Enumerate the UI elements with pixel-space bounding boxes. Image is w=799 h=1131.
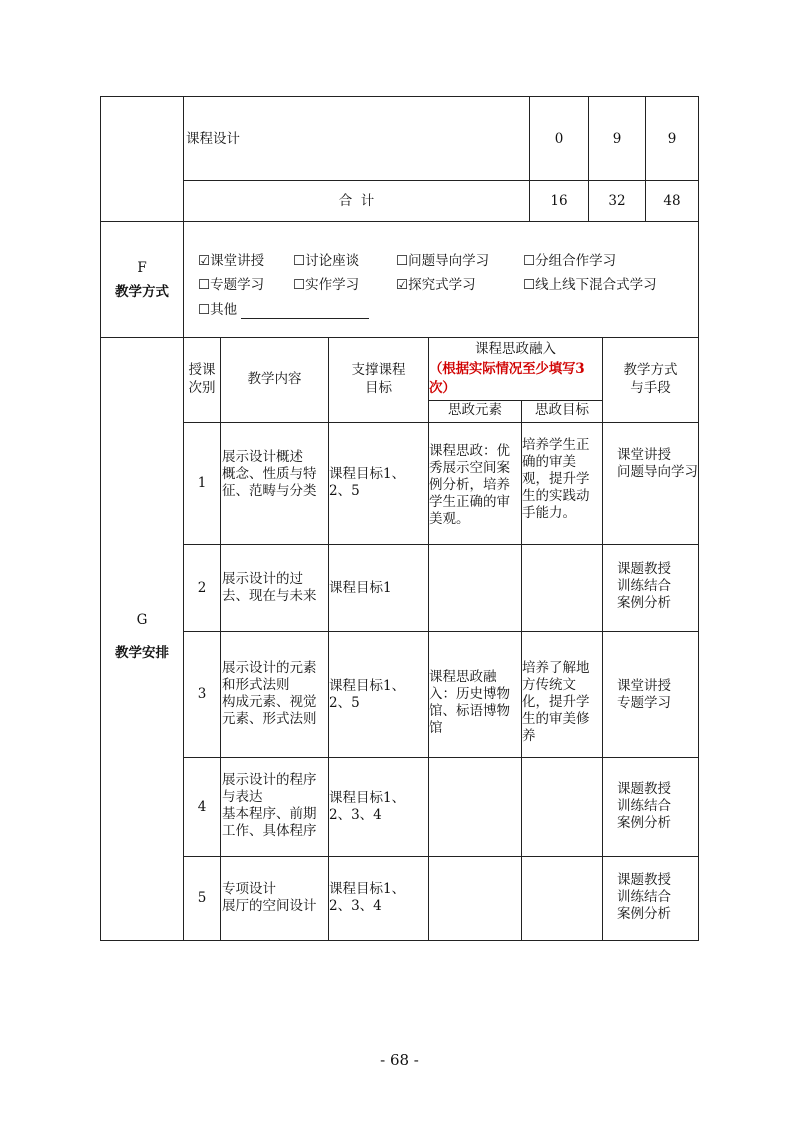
option-label: 探究式学习: [408, 277, 476, 293]
course-design-value-2: 9: [612, 131, 622, 147]
table-border-bottom: [100, 940, 699, 941]
option-label: 讨论座谈: [305, 253, 360, 269]
header-sz-goals: 思政目标: [535, 402, 589, 418]
section-g-title: 教学安排: [115, 645, 169, 661]
page-number: - 68 -: [380, 1051, 419, 1069]
option-topic[interactable]: [198, 277, 264, 294]
row-2-method: 课题教授 训练结合 案例分析: [617, 561, 671, 611]
total-value-1: 16: [550, 193, 568, 209]
option-label: 线上线下混合式学习: [535, 277, 657, 293]
row-2-content: 展示设计的过去、现在与未来: [222, 571, 317, 604]
col-divider: [602, 337, 603, 941]
col-divider: [220, 337, 221, 941]
header-method-line2: 与手段: [630, 380, 671, 396]
checkbox-checked-icon[interactable]: ☑: [396, 277, 409, 293]
table-border-right: [698, 96, 699, 941]
row-divider: [183, 544, 699, 545]
option-label: 问题导向学习: [408, 253, 490, 269]
option-label: 专题学习: [210, 277, 265, 293]
row-4-no: 4: [197, 799, 207, 815]
header-sz-elements: 思政元素: [448, 402, 502, 418]
row-5-no: 5: [197, 890, 207, 906]
header-session-line1: 授课: [188, 362, 216, 378]
row-5-content: 专项设计 展厅的空间设计: [222, 881, 317, 914]
header-target-line1: 支撑课程: [351, 362, 406, 378]
table-border-top: [100, 96, 699, 97]
row-4-target: 课程目标1、2、3、4: [329, 790, 406, 823]
row-divider: [183, 422, 699, 423]
header-sz-title: 课程思政融入: [475, 341, 556, 357]
option-inquiry[interactable]: [396, 277, 476, 294]
row-4-method: 课题教授 训练结合 案例分析: [617, 781, 671, 831]
col-divider: [428, 337, 429, 941]
checkbox-checked-icon[interactable]: ☑: [198, 253, 211, 269]
option-label: 课堂讲授: [210, 253, 265, 269]
header-method-line1: 教学方式: [623, 362, 678, 378]
col-divider: [328, 337, 329, 941]
row-1-content: 展示设计概述 概念、性质与特征、范畴与分类: [222, 449, 317, 499]
option-blended[interactable]: [523, 277, 657, 294]
checkbox-icon[interactable]: ☐: [523, 253, 536, 269]
row-divider: [183, 856, 699, 857]
course-design-value-3: 9: [667, 131, 677, 147]
checkbox-icon[interactable]: ☐: [396, 253, 409, 269]
option-label: 分组合作学习: [535, 253, 617, 269]
checkbox-icon[interactable]: ☐: [198, 302, 211, 318]
header-target-line2: 目标: [365, 380, 392, 396]
section-f-title: 教学方式: [115, 284, 169, 300]
table-border-left: [100, 96, 101, 941]
row-2-no: 2: [197, 580, 207, 596]
row-1-no: 1: [197, 475, 207, 491]
option-problem-based[interactable]: [396, 253, 489, 270]
header-content: 教学内容: [247, 371, 302, 387]
section-f-letter: F: [137, 260, 147, 276]
row-3-goals: 培养了解地方传统文化，提升学生的审美修养: [522, 660, 590, 744]
total-label: 合 计: [338, 193, 375, 209]
row-divider: [183, 631, 699, 632]
header-session-line2: 次别: [188, 380, 216, 396]
option-lecture[interactable]: [198, 253, 264, 270]
section-g-letter: G: [136, 612, 148, 628]
course-design-value-1: 0: [554, 131, 564, 147]
row-2-target: 课程目标1: [329, 580, 392, 596]
row-3-target: 课程目标1、2、5: [329, 678, 406, 711]
row-1-target: 课程目标1、2、5: [329, 466, 406, 499]
section-divider-f: [100, 221, 699, 222]
row-1-method: 课堂讲授 问题导向学习: [617, 447, 698, 480]
checkbox-icon[interactable]: ☐: [293, 253, 306, 269]
row-4-content: 展示设计的程序与表达 基本程序、前期工作、具体程序: [222, 772, 317, 839]
row-1-elements: 课程思政：优秀展示空间案例分析，培养学生正确的审美观。: [429, 443, 510, 527]
row-3-method: 课堂讲授 专题学习: [617, 678, 671, 711]
option-label: 实作学习: [305, 277, 360, 293]
subheader-divider: [428, 400, 603, 401]
option-other[interactable]: [198, 302, 237, 319]
row-divider: [183, 180, 699, 181]
checkbox-icon[interactable]: ☐: [523, 277, 536, 293]
other-fill-underline[interactable]: [241, 318, 369, 319]
row-5-target: 课程目标1、2、3、4: [329, 881, 406, 914]
checkbox-icon[interactable]: ☐: [198, 277, 211, 293]
row-1-goals: 培养学生正确的审美观，提升学生的实践动手能力。: [522, 437, 590, 521]
row-3-elements: 课程思政融入：历史博物馆、标语博物馆: [429, 669, 510, 736]
section-divider-g: [100, 337, 699, 338]
total-value-2: 32: [608, 193, 626, 209]
total-value-3: 48: [663, 193, 681, 209]
option-practice[interactable]: [293, 277, 359, 294]
row-3-content: 展示设计的元素和形式法则 构成元素、视觉元素、形式法则: [222, 660, 317, 727]
checkbox-icon[interactable]: ☐: [293, 277, 306, 293]
course-design-label: 课程设计: [186, 131, 240, 147]
option-label: 其他: [210, 302, 238, 318]
row-5-method: 课题教授 训练结合 案例分析: [617, 872, 671, 922]
row-3-no: 3: [197, 686, 207, 702]
row-divider: [183, 757, 699, 758]
option-discussion[interactable]: [293, 253, 359, 270]
option-group-cooperation[interactable]: [523, 253, 616, 270]
header-sz-note: （根据实际情况至少填写3次）: [429, 361, 585, 396]
